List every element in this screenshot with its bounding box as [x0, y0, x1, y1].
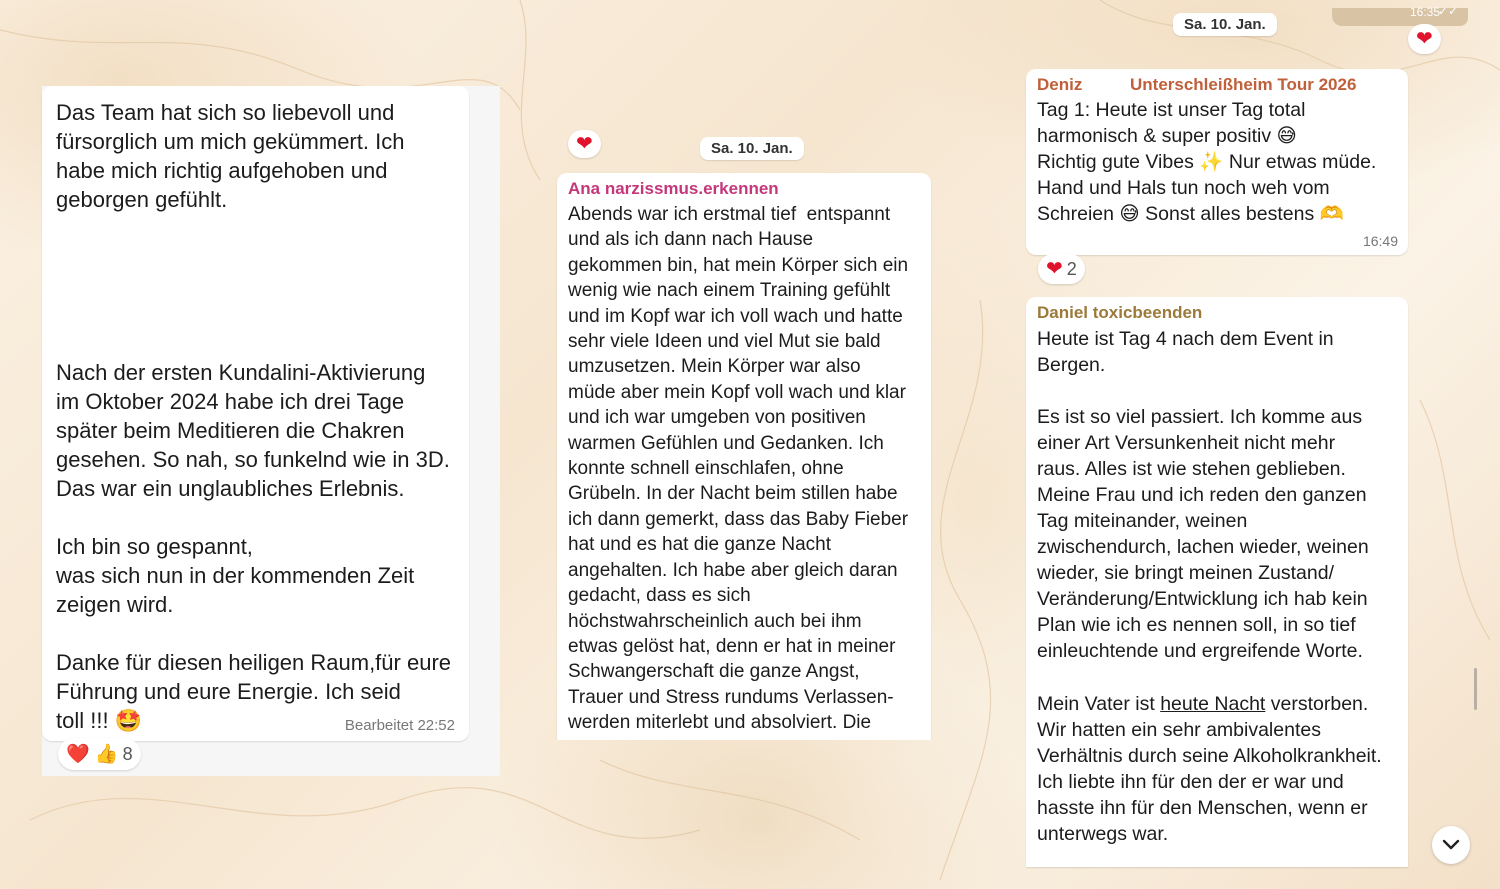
date-separator: Sa. 10. Jan. [1173, 13, 1277, 36]
message-bubble[interactable] [42, 86, 469, 741]
message-text: Tag 1: Heute ist unser Tag total harmonisch & super positiv 😅 Richtig gute Vibes ✨ Nur etwas müde. Hand und Hals tun noch weh vom Schreien 😅 Sonst alles bestens 🫶 [1037, 99, 1377, 225]
message-text: Das Team hat sich so liebevoll und fürsorglich um mich gekümmert. Ich habe mich richtig aufgehoben und geborgen gefühlt. [56, 100, 405, 212]
message-text: Mein Vater ist heute Nacht verstorben. Wir hatten ein sehr ambivalentes Verhältnis durch seine Alkoholkrankheit. Ich liebte ihn für den der er war und hasste ihn für den Menschen, wenn er unterwegs war. [1037, 693, 1382, 845]
message-text: Es ist so viel passiert. Ich komme aus einer Art Versunkenheit nicht mehr raus. Alles ist wie stehen geblieben. Meine Frau und ich reden den ganzen Tag miteinander, weinen zwischendurch, lachen wieder, weinen wieder, sie bringt meinen Zustand/ Veränderung/Entwicklung ich hab kein Plan wie ich es nennen soll, in so tief einleuchtende und ergreifende Worte. [1037, 406, 1369, 662]
read-checkmarks-icon: ✓✓ [1437, 4, 1458, 18]
right-screenshot-panel [1022, 4, 1482, 870]
message-text: Heute ist Tag 4 nach dem Event in Bergen. [1037, 328, 1334, 376]
reaction-pill[interactable] [1408, 24, 1441, 54]
heart-thumbs-icon: ❤️ 👍 [66, 744, 119, 765]
message-time: 16:35 [1409, 5, 1440, 19]
message-time: 16:49 [1362, 233, 1398, 249]
message-bubble[interactable] [557, 173, 931, 740]
heart-icon: ❤ [1416, 28, 1433, 50]
message-text: Nach der ersten Kundalini-Aktivierung im Oktober 2024 habe ich drei Tage später beim Meditieren die Chakren gesehen. So nah, so funkelnd wie in 3D. Das war ein unglaubliches Erlebnis. [56, 360, 450, 501]
chevron-down-icon [1442, 839, 1460, 851]
middle-screenshot-panel [535, 128, 935, 740]
reaction-count: 2 [1066, 258, 1077, 279]
group-name[interactable]: Unterschleißheim Tour 2026 [1130, 75, 1357, 94]
heart-icon: ❤ [1046, 258, 1063, 280]
reaction-pill[interactable] [1038, 254, 1085, 284]
message-bubble[interactable] [1026, 69, 1408, 255]
message-text: Abends war ich erstmal tief entspannt und als ich dann nach Hause gekommen bin, hat mein Körper sich ein wenig wie nach einem Training gefühlt und im Kopf war ich voll wach und hatte sehr viele Ideen und viel Mut sie bald umzusetzen. Mein Körper war also müde aber mein Kopf voll wach und klar und ich war umgeben von positiven warmen Gefühlen und Gedanken. Ich konnte schnell einschlafen, ohne Grübeln. In der Nacht beim stillen habe ich dann gemerkt, dass das Baby Fieber hat und es hat die ganze Nacht angehalten. Ich habe aber gleich daran gedacht, dass es sich höchstwahrscheinlich auch bei ihm etwas gelöst hat, denn er hat in meiner Schwangerschaft die ganze Angst, Trauer und Stress rundums Verlassen- werden miterlebt und absolviert. Die [568, 204, 909, 734]
message-text: Ich bin so gespannt, was sich nun in der kommenden Zeit zeigen wird. [56, 534, 415, 617]
heart-icon: ❤ [576, 133, 593, 155]
edited-timestamp: Bearbeitet 22:52 [344, 717, 455, 734]
sender-name[interactable]: Ana narzissmus.erkennen [568, 179, 779, 198]
left-screenshot-panel [42, 86, 500, 776]
sender-name[interactable]: Deniz [1037, 75, 1083, 94]
scroll-down-button[interactable] [1432, 826, 1470, 864]
outgoing-bubble-fragment[interactable] [1332, 4, 1468, 26]
reaction-count: 8 [122, 743, 133, 764]
reaction-pill[interactable] [58, 738, 141, 770]
date-link[interactable]: heute Nacht [1160, 693, 1266, 715]
message-bubble[interactable] [1026, 297, 1408, 867]
message-text: Danke für diesen heiligen Raum,für eure Führung und eure Energie. Ich seid toll !!! 🤩 [56, 650, 452, 733]
sender-name[interactable]: Daniel toxicbeenden [1037, 303, 1203, 322]
date-separator: Sa. 10. Jan. [700, 137, 804, 160]
reaction-pill[interactable] [568, 130, 601, 158]
scrollbar[interactable] [1474, 668, 1477, 710]
